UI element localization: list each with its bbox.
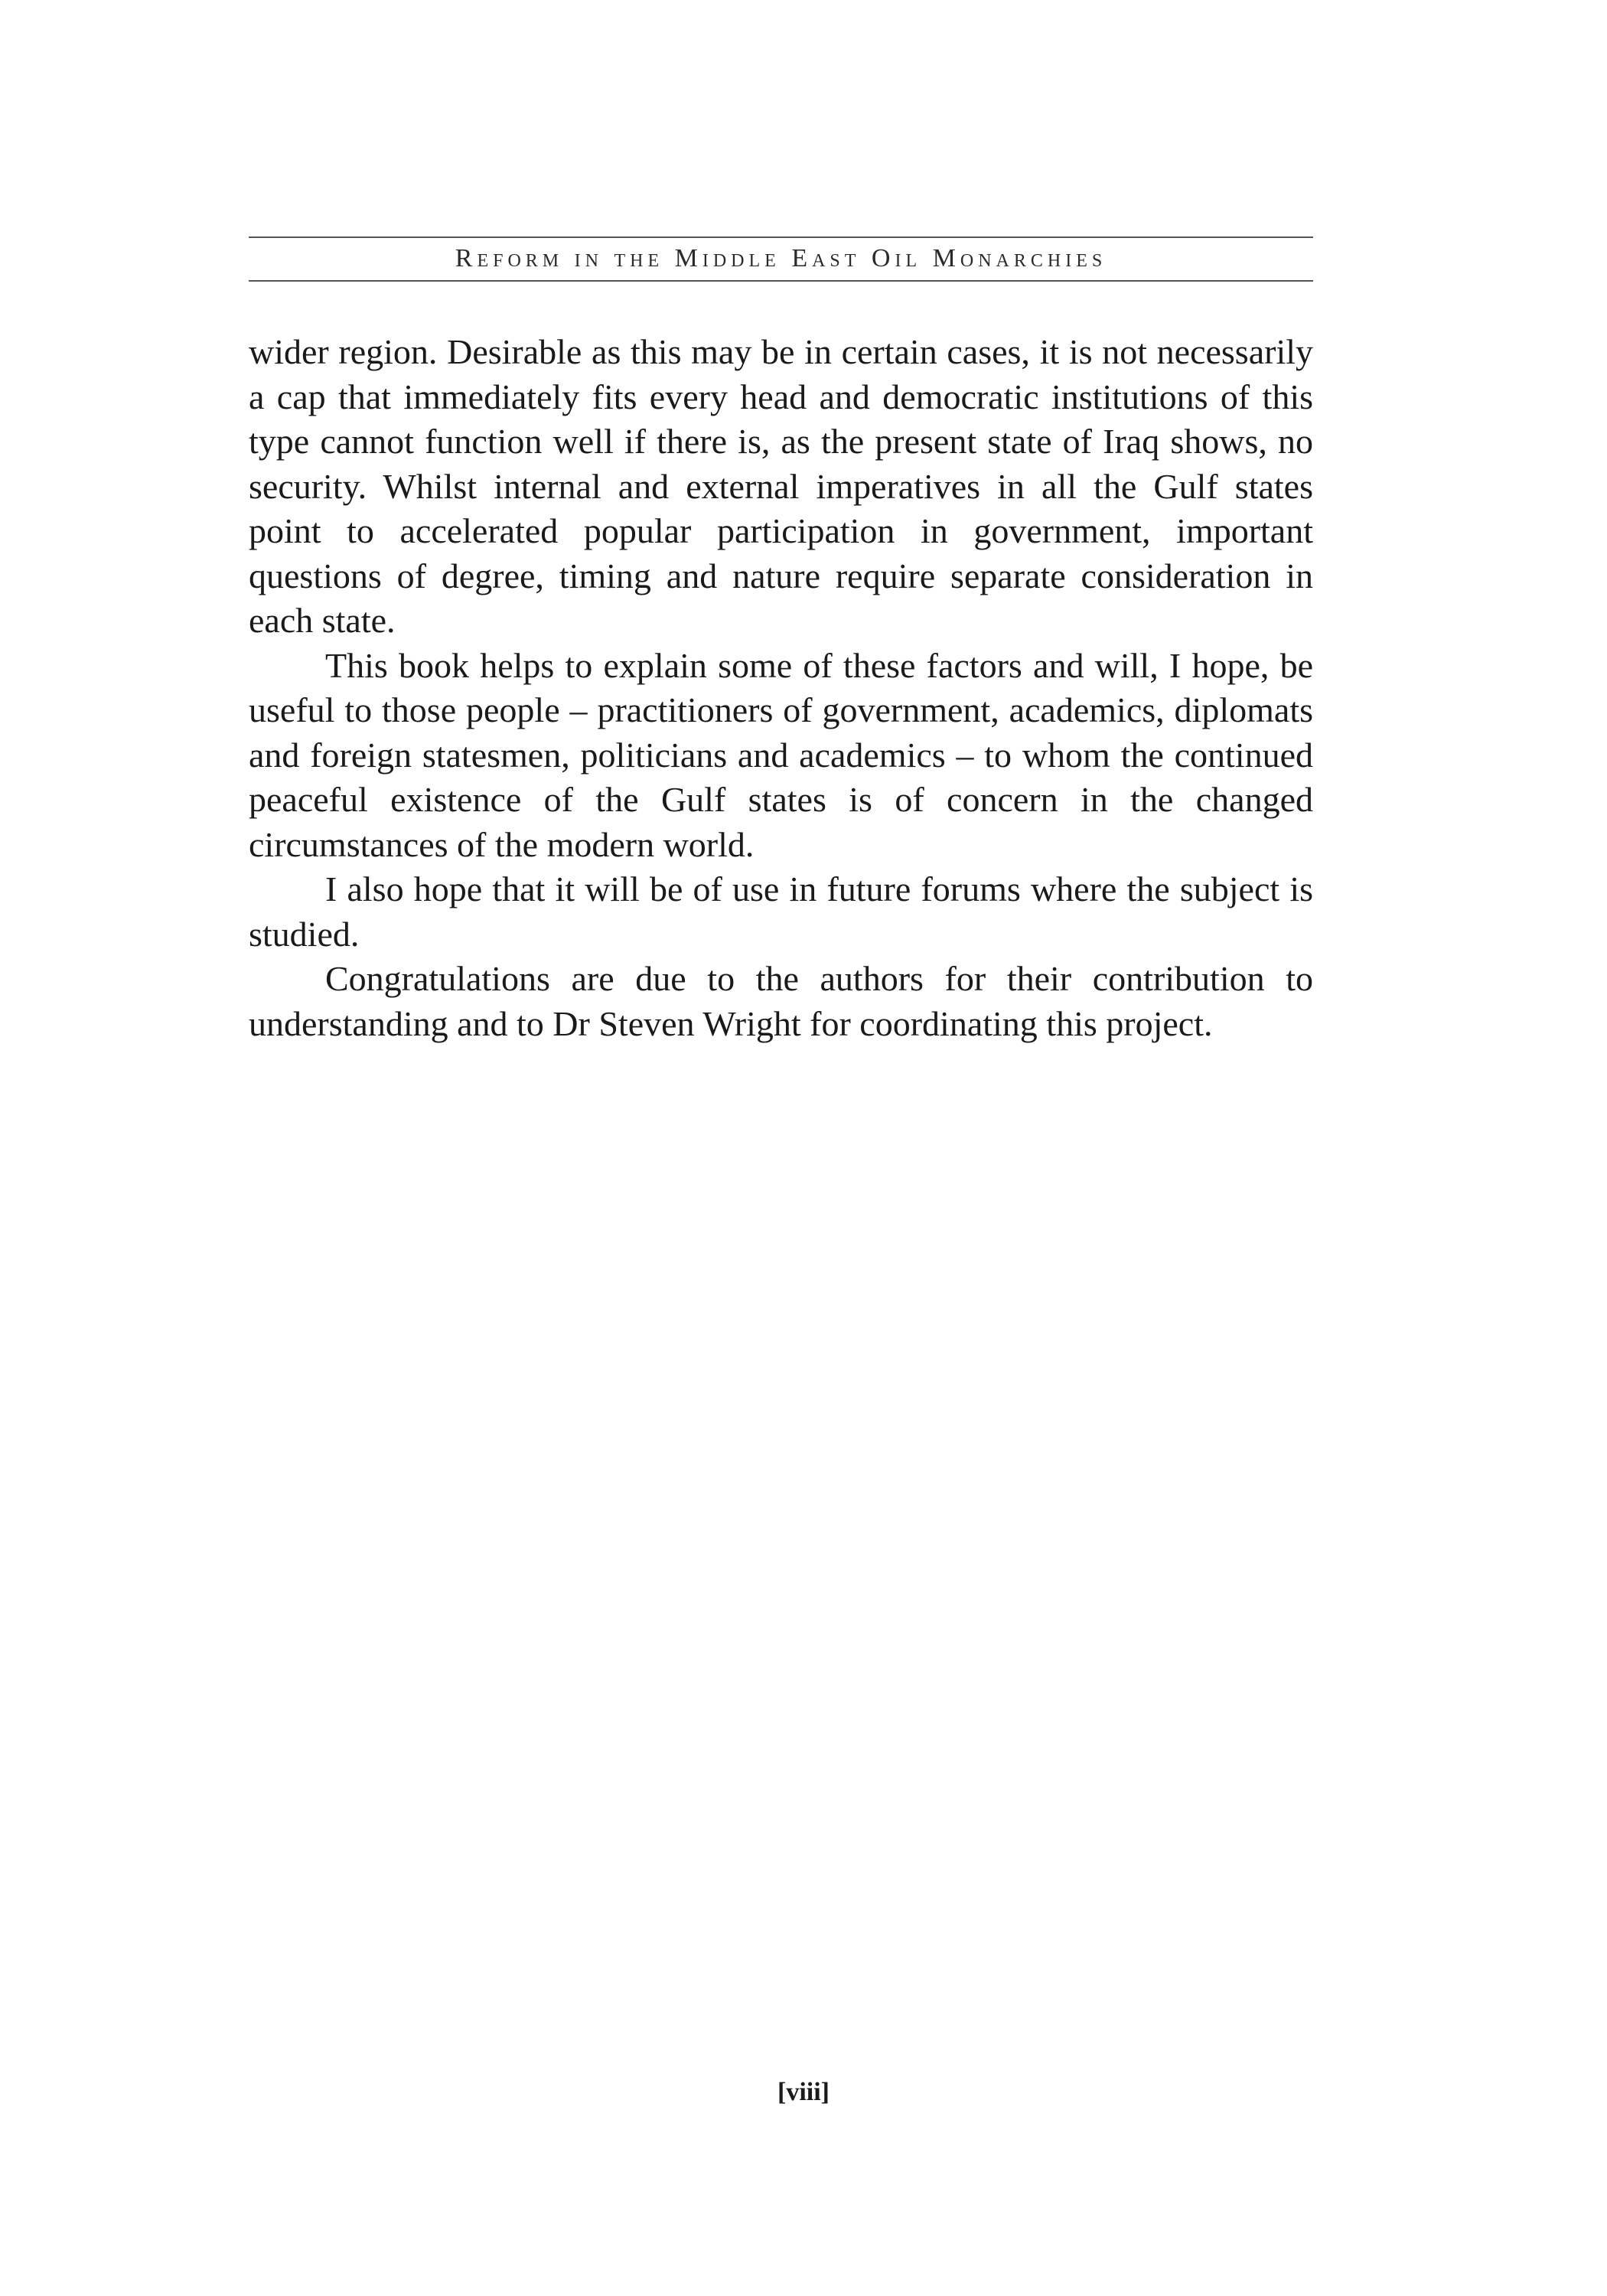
paragraph: I also hope that it will be of use in future forums where the subject is studied. [249, 869, 1313, 954]
page-number: [viii] [777, 2078, 830, 2106]
paragraph-continuation: wider region. Desirable as this may be in certain cases, it is not necessarily a cap that immediately fits every head and democratic institutions of this type cannot function well if there is, as the present state of Iraq shows, no security. Whilst internal and external imperatives in all the Gulf states point to accelerated popular participation in government, important questions of degree, timing and nature require separate consideration in each state. [249, 332, 1313, 640]
paragraph: This book helps to explain some of these factors and will, I hope, be useful to those people – practitioners of government, academics, diplomats and foreign statesmen, politicians and academics – to whom the continued peaceful existence of the Gulf states is of concern in the changed circumstances of the modern world. [249, 645, 1313, 864]
running-header [249, 236, 1313, 282]
paragraph: Congratulations are due to the authors for their contribution to understanding and to Dr Steven Wright for coordinating this project. [249, 959, 1313, 1043]
running-title: Reform in the Middle East Oil Monarchies [455, 244, 1107, 272]
body-text [249, 330, 1313, 1046]
